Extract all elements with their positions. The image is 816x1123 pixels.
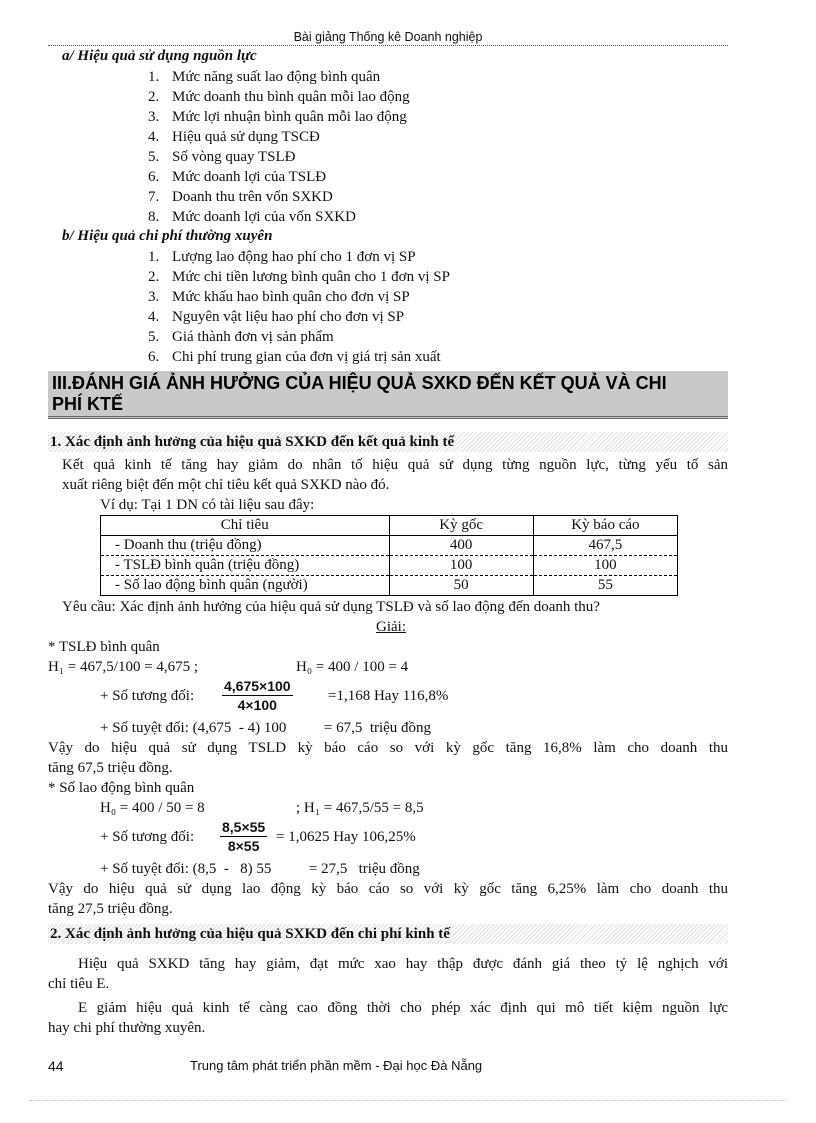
list-item: 3. Mức lợi nhuận bình quân mỗi lao động [148, 109, 407, 125]
list-item: 3. Mức khấu hao bình quân cho đơn vị SP [148, 289, 410, 305]
subsection-2-title: 2. Xác định ảnh hưởng của hiệu quả SXKD đến chi phí kinh tế [48, 924, 728, 944]
example-intro: Ví dụ: Tại 1 DN có tài liệu sau đây: [100, 497, 315, 513]
fraction-denominator: 4×100 [237, 697, 277, 713]
table-cell: 100 [389, 556, 533, 576]
list-item: 6. Mức doanh lợi của TSLĐ [148, 169, 327, 185]
relative-label-2: + Số tương đối: [100, 829, 195, 845]
bottom-rule [30, 1100, 786, 1101]
paragraph-line: Hiệu quả SXKD tăng hay giảm, đạt mức xao hay thập được đánh giá theo tỷ lệ nghịch với [78, 956, 728, 972]
table-cell: 100 [533, 556, 677, 576]
section-heading-line2: PHÍ KTẾ [52, 394, 124, 414]
conclusion-line: tăng 27,5 triệu đồng. [48, 901, 173, 917]
paragraph-line: chỉ tiêu E. [48, 976, 110, 992]
table-cell: - Số lao động bình quân (người) [101, 576, 390, 596]
table-header: Kỳ báo cáo [533, 516, 677, 536]
relative-result-2: = 1,0625 Hay 106,25% [276, 829, 416, 845]
request-text: Yêu cầu: Xác định ảnh hưởng của hiệu quả sử dụng TSLĐ và số lao động đến doanh thu? [62, 599, 600, 615]
relative-result: =1,168 Hay 116,8% [328, 688, 449, 704]
list-item: 5. Giá thành đơn vị sản phẩm [148, 329, 334, 345]
table-row [101, 576, 678, 596]
fraction-numerator: 4,675×100 [224, 678, 291, 694]
list-item: 7. Doanh thu trên vốn SXKD [148, 189, 333, 205]
tsld-label: * TSLĐ bình quân [48, 639, 160, 655]
relative-fraction [222, 678, 293, 713]
relative-fraction-2 [220, 819, 267, 854]
table-cell: - Doanh thu (triệu đồng) [101, 536, 390, 556]
paragraph-line: E giảm hiệu quả kinh tế càng cao đồng thời cho phép xác định qui mô tiết kiệm nguồn lực [78, 1000, 728, 1016]
page-footer: Trung tâm phát triển phần mềm - Đại học Đà Nẵng [190, 1058, 483, 1073]
paragraph-line: xuất riêng biệt đến một chỉ tiêu kết quả SXKD nào đó. [62, 477, 390, 493]
paragraph-line: hay chi phí thường xuyên. [48, 1020, 206, 1036]
subsection-1-title: 1. Xác định ảnh hưởng của hiệu quả SXKD đến kết quả kinh tế [48, 432, 728, 452]
data-table [100, 515, 678, 596]
fraction-numerator: 8,5×55 [222, 819, 266, 835]
table-cell: 400 [389, 536, 533, 556]
page-header: Bài giảng Thống kê Doanh nghiệp [48, 30, 728, 46]
conclusion-line: Vậy do hiệu quả sử dụng lao động kỳ báo cáo so với kỳ gốc tăng 6,25% làm cho doanh thu [48, 881, 728, 897]
part-b-title: b/ Hiệu quả chi phí thường xuyên [62, 228, 273, 244]
table-header-row [101, 516, 678, 536]
list-item: 6. Chi phí trung gian của đơn vị giá trị sản xuất [148, 349, 441, 365]
absolute-line: + Số tuyệt đối: (4,675 - 4) 100 = 67,5 triệu đồng [100, 720, 432, 736]
part-a-title: a/ Hiệu quả sử dụng nguồn lực [62, 48, 257, 64]
part-b-list [148, 247, 450, 367]
absolute-line-2: + Số tuyệt đối: (8,5 - 8) 55 = 27,5 triệu đồng [100, 861, 420, 877]
h0-equation-2: H₀ = 400 / 50 = 8 [100, 800, 205, 816]
list-item: 5. Số vòng quay TSLĐ [148, 149, 296, 165]
part-a-list [148, 67, 410, 227]
h1-equation-2: ; H₁ = 467,5/55 = 8,5 [296, 800, 424, 816]
page-number: 44 [48, 1058, 64, 1074]
conclusion-line: Vậy do hiệu quả sử dụng TSLD kỳ báo cáo so với kỳ gốc tăng 16,8% làm cho doanh thu [48, 740, 728, 756]
list-item: 1. Lượng lao động hao phí cho 1 đơn vị SP [148, 249, 416, 265]
table-row [101, 556, 678, 576]
table-header: Kỳ gốc [389, 516, 533, 536]
table-cell: 55 [533, 576, 677, 596]
paragraph-line: Kết quả kinh tế tăng hay giảm do nhân tố hiệu quả sử dụng từng nguồn lực, từng yếu tố sản [62, 457, 728, 473]
list-item: 4. Nguyên vật liệu hao phí cho đơn vị SP [148, 309, 405, 325]
table-cell: 50 [389, 576, 533, 596]
h0-equation: H₀ = 400 / 100 = 4 [296, 659, 409, 675]
table-cell: - TSLĐ bình quân (triệu đồng) [101, 556, 390, 576]
table-cell: 467,5 [533, 536, 677, 556]
fraction-denominator: 8×55 [227, 838, 260, 854]
relative-label: + Số tương đối: [100, 688, 195, 704]
list-item: 1. Mức năng suất lao động bình quân [148, 69, 381, 85]
solution-label: Giải: [376, 619, 406, 635]
h1-equation: H₁ = 467,5/100 = 4,675 ; [48, 659, 199, 675]
section-heading-line1: III.ĐÁNH GIÁ ẢNH HƯỞNG CỦA HIỆU QUẢ SXKD ĐẾN KẾT QUẢ VÀ CHI [52, 373, 667, 393]
list-item: 2. Mức chi tiền lương bình quân cho 1 đơn vị SP [148, 269, 450, 285]
section-heading [48, 371, 728, 419]
conclusion-line: tăng 67,5 triệu đồng. [48, 760, 173, 776]
list-item: 2. Mức doanh thu bình quân mỗi lao động [148, 89, 410, 105]
table-header: Chỉ tiêu [101, 516, 390, 536]
table-row [101, 536, 678, 556]
list-item: 8. Mức doanh lợi của vốn SXKD [148, 209, 356, 225]
list-item: 4. Hiệu quả sử dụng TSCĐ [148, 129, 320, 145]
labor-label: * Số lao động bình quân [48, 780, 195, 796]
